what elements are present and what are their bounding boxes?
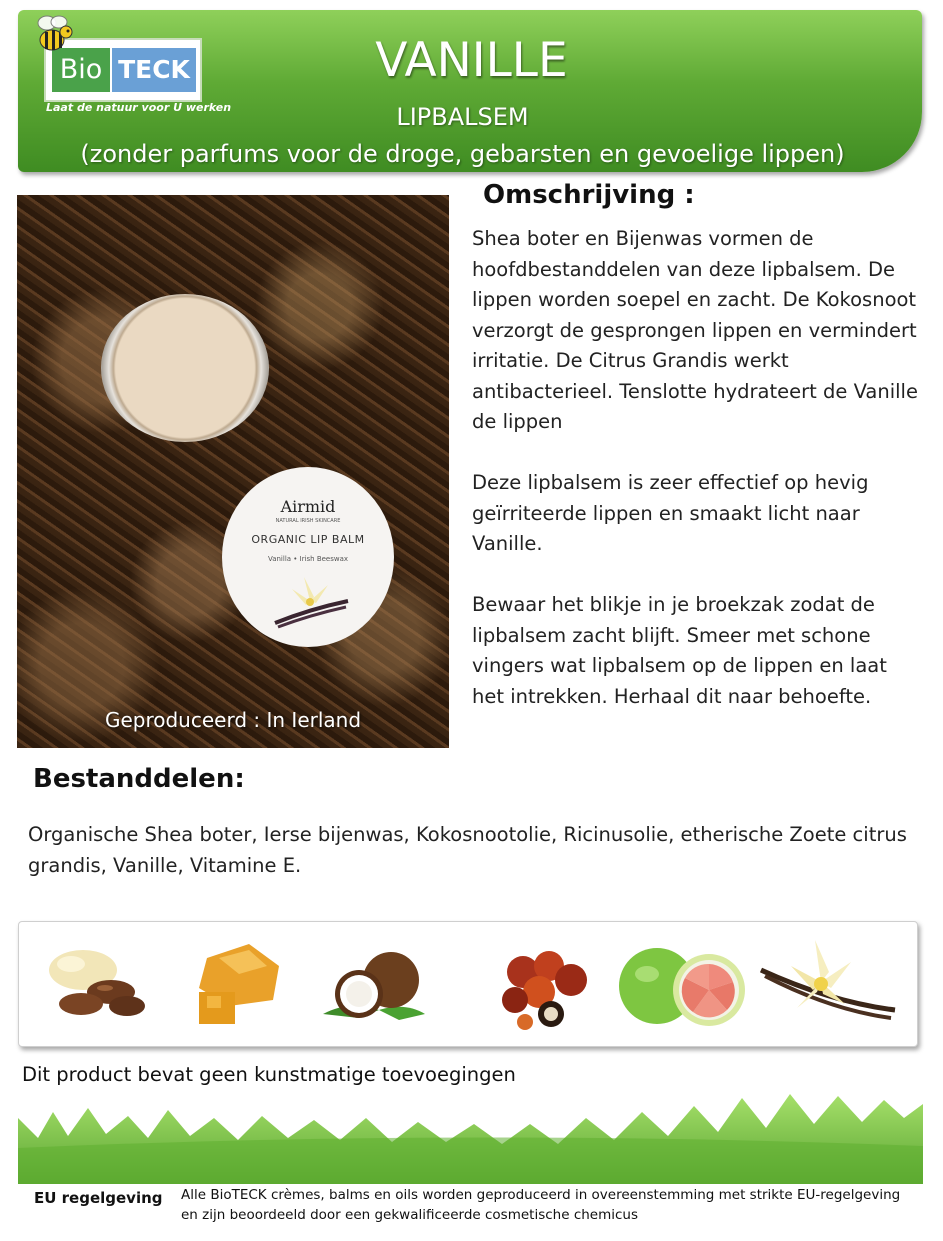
- tin-label: ORGANIC LIP BALM: [251, 533, 365, 546]
- ingredients-image-strip: [18, 921, 918, 1047]
- tagline: Laat de natuur voor U werken: [46, 101, 232, 114]
- ingredients-text: Organische Shea boter, Ierse bijenwas, Kokosnootolie, Ricinusolie, etherische Zoete citrus grandis, Vanille, Vitamine E.: [28, 823, 907, 877]
- pomelo-icon: [617, 944, 747, 1032]
- eu-regulation-label: EU regelgeving: [34, 1189, 163, 1207]
- tin-brand-sub: NATURAL IRISH SKINCARE: [275, 518, 341, 524]
- description-paragraph: Deze lipbalsem is zeer effectief op hevig geïrriteerde lippen en smaakt licht naar Vanille.: [472, 471, 869, 555]
- vanilla-flower-icon: [270, 571, 350, 631]
- closed-tin: [222, 467, 394, 647]
- beeswax-icon: [189, 936, 289, 1032]
- product-type: LIPBALSEM: [396, 103, 529, 131]
- product-photo: [17, 195, 449, 748]
- tin-brand: Airmid: [280, 497, 336, 516]
- coconut-icon: [319, 944, 429, 1028]
- open-tin: [101, 294, 269, 442]
- description-heading: Omschrijving :: [483, 180, 695, 210]
- ingredients-heading: Bestanddelen:: [33, 764, 245, 794]
- description-text: [472, 224, 922, 743]
- page-title: VANILLE: [375, 33, 568, 88]
- grass-decoration: [18, 1088, 923, 1200]
- shea-butter-icon: [41, 944, 151, 1024]
- logo-bio-text: Bio: [52, 48, 110, 92]
- description-paragraph: Bewaar het blikje in je broekzak zodat de lipbalsem zacht blijft. Smeer met schone vingers wat lipbalsem op de lippen en laat het intrekken. Herhaal dit naar behoefte.: [472, 593, 887, 708]
- product-subtitle: (zonder parfums voor de droge, gebarsten en gevoelige lippen): [80, 140, 845, 168]
- eu-regulation-text: Alle BioTECK crèmes, balms en oils worden geproduceerd in overeenstemming met strikte EU-regelgeving en zijn beoordeeld door een gekwalificeerde cosmetische chemicus: [181, 1187, 901, 1223]
- made-in-label: Geproduceerd : In Ierland: [104, 708, 362, 732]
- no-additives-note: Dit product bevat geen kunstmatige toevoegingen: [22, 1063, 516, 1086]
- vanilla-icon: [751, 932, 901, 1032]
- logo-teck-text: TECK: [112, 48, 196, 92]
- castor-fruit-icon: [489, 942, 599, 1032]
- tin-ingredients: Vanilla • Irish Beeswax: [267, 555, 349, 563]
- description-paragraph: Shea boter en Bijenwas vormen de hoofdbestanddelen van deze lipbalsem. De lippen worden soepel en zacht. De Kokosnoot verzorgt de gesprongen lippen en vermindert irritatie. De Citrus Grandis werkt antibacterieel. Tenslotte hydrateert de Vanille de lippen: [472, 227, 918, 433]
